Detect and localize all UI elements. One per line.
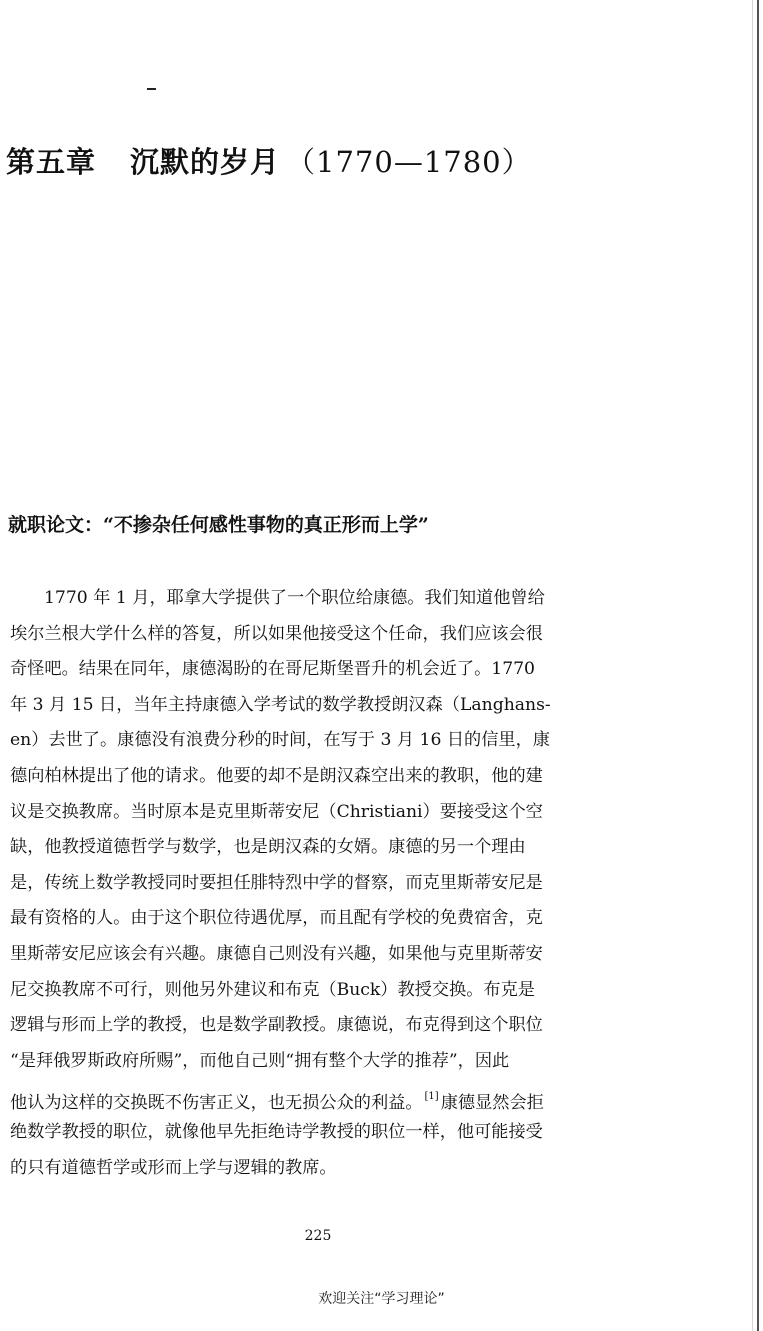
body-line: 的只有道德哲学或形而上学与逻辑的教席。 — [10, 1157, 337, 1178]
chapter-name: 沉默的岁月 — [130, 145, 281, 179]
body-line: 里斯蒂安尼应该会有兴趣。康德自己则没有兴趣，如果他与克里斯蒂安 — [10, 943, 543, 964]
footnote-marker[interactable]: [1] — [424, 1091, 439, 1103]
chapter-label: 第五章 — [6, 145, 97, 179]
footer-note: 欢迎关注“学习理论” — [318, 1291, 445, 1307]
body-line: 是，传统上数学教授同时要担任腓特烈中学的督察，而克里斯蒂安尼是 — [10, 872, 543, 893]
body-line-with-footnote — [10, 1079, 630, 1115]
body-line: 奇怪吧。结果在同年，康德渴盼的在哥尼斯堡晋升的机会近了。1770 — [10, 659, 535, 680]
page-edge-shadow — [757, 0, 759, 1331]
body-line: 绝数学教授的职位，就像他早先拒绝诗学教授的职位一样，他可能接受 — [10, 1121, 543, 1142]
body-line: 缺，他教授道德哲学与数学，也是朗汉森的女婿。康德的另一个理由 — [10, 837, 526, 858]
body-line: 最有资格的人。由于这个职位待遇优厚，而且配有学校的免费宿舍，克 — [10, 908, 543, 929]
body-line: en）去世了。康德没有浪费分秒的时间，在写于 3 月 16 日的信里，康 — [10, 730, 550, 751]
scan-speck — [147, 88, 156, 90]
body-line-text: 他认为这样的交换既不伤害正义，也无损公众的利益。 — [10, 1093, 423, 1114]
body-line: 议是交换教席。当时原本是克里斯蒂安尼（Christiani）要接受这个空 — [10, 801, 543, 822]
chapter-years: （1770—1780） — [286, 145, 532, 179]
body-line: 德向柏林提出了他的请求。他要的却不是朗汉森空出来的教职，他的建 — [10, 765, 543, 786]
body-line-continuation: 康德显然会拒 — [440, 1093, 544, 1114]
body-line: 尼交换教席不可行，则他另外建议和布克（Buck）教授交换。布克是 — [10, 979, 535, 1000]
section-heading: 就职论文：“不掺杂任何感性事物的真正形而上学” — [8, 514, 429, 536]
body-line: 埃尔兰根大学什么样的答复，所以如果他接受这个任命，我们应该会很 — [10, 623, 543, 644]
chapter-title — [6, 140, 706, 181]
body-paragraph — [10, 581, 630, 1186]
body-line: “是拜俄罗斯政府所赐”，而他自己则“拥有整个大学的推荐”，因此 — [10, 1050, 510, 1071]
body-line: 年 3 月 15 日，当年主持康德入学考试的数学教授朗汉森（Langhans- — [10, 694, 551, 715]
body-line: 1770 年 1 月，耶拿大学提供了一个职位给康德。我们知道他曾给 — [44, 588, 545, 608]
page-edge-shadow-inner — [752, 0, 753, 1331]
page-number: 225 — [304, 1228, 332, 1244]
body-line: 逻辑与形而上学的教授，也是数学副教授。康德说，布克得到这个职位 — [10, 1015, 543, 1036]
